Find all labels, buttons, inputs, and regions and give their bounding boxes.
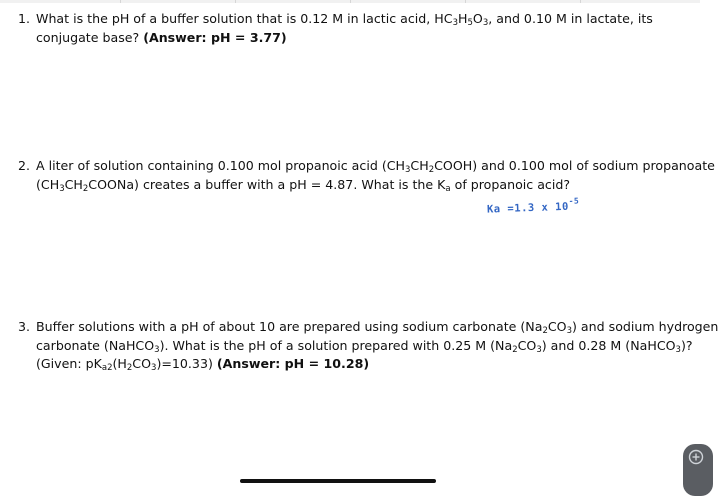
home-indicator[interactable] (240, 479, 436, 483)
top-edge-tick (120, 0, 121, 3)
question-number: 3. (17, 319, 30, 334)
question-line: A liter of solution containing 0.100 mol propanoic acid $(CH_3CH_2COOH)$ and 0.100 mol of sodium propanoate (36, 158, 715, 175)
top-edge-bar (0, 0, 700, 3)
question-line: conjugate base? (Answer: pH = 3.77) (36, 29, 287, 45)
question-number: 2. (17, 158, 30, 173)
question-number: 1. (17, 11, 30, 26)
top-edge-tick (350, 0, 351, 3)
question-line: Buffer solutions with a pH of about 10 are prepared using sodium carbonate $(Na_2CO_3)$ and sodium hydrogen (36, 319, 718, 336)
question-text (36, 318, 718, 374)
question-text (36, 157, 715, 194)
top-edge-tick (235, 0, 236, 3)
plus-icon (686, 447, 706, 467)
question-text (36, 10, 686, 47)
question-line: What is the pH of a buffer solution that is 0.12 M in lactic acid, $HC_3H_5O_3$, and 0.10 M in lactate, its (36, 11, 653, 28)
answer-text: (Answer: pH = 3.77) (143, 29, 287, 45)
top-edge-tick (465, 0, 466, 3)
answer-text: (Answer: pH = 10.28) (216, 356, 370, 371)
question-line: (Given: $pK_{a2}(H_2CO_3)=10.33$) (Answer: pH = 10.28) (36, 356, 370, 373)
top-edge-tick (580, 0, 581, 3)
question-line: $(CH_3CH_2COONa)$ creates a buffer with a pH = 4.87. What is the $K_a$ of propanoic acid? (36, 176, 571, 194)
question-line: carbonate (NaHCO$_3$). What is the pH of a solution prepared with 0.25 M $(Na_2CO_3)$ and 0.28 M (NaHCO$_3$)? (36, 337, 693, 355)
handwritten-answer-note: Ka =1.3 x $10^{-5}$ (486, 196, 580, 216)
floating-add-button[interactable] (683, 444, 713, 496)
